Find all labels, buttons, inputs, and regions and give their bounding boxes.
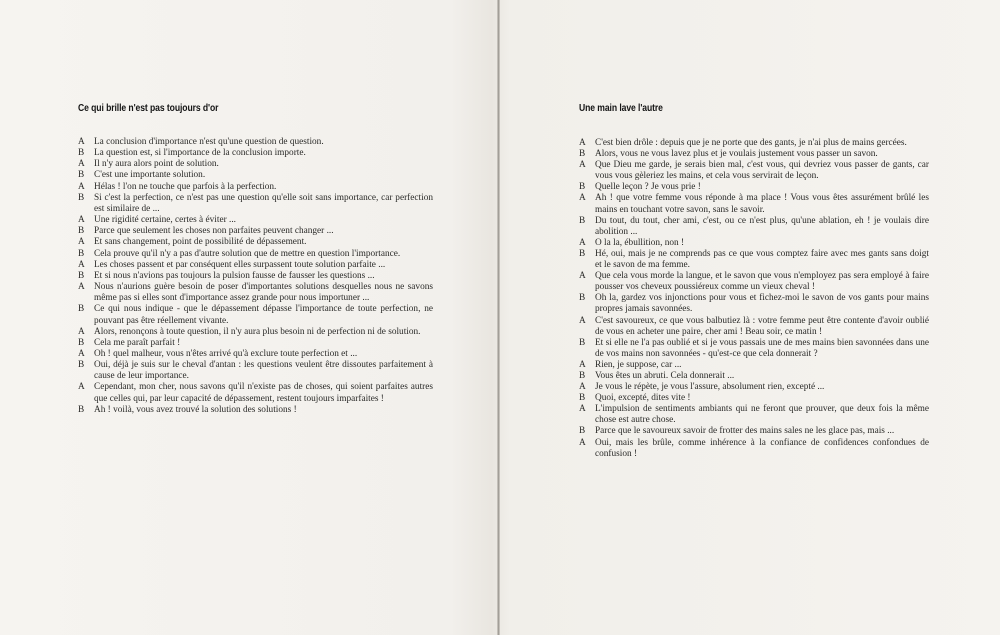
dialogue-text: Ah ! que votre femme vous réponde à ma place ! Vous vous êtes assurément brûlé les mains en touchant votre savon, sans le savoir. [595,193,929,215]
left-page-title: Ce qui brille n'est pas toujours d'or [78,103,219,114]
speaker-label: A [78,282,85,293]
speaker-label: A [78,181,85,192]
dialogue-line [579,316,929,338]
dialogue-line [579,271,929,293]
dialogue-line [78,148,433,159]
dialogue-line [78,170,433,181]
speaker-label: A [78,326,85,337]
dialogue-line [579,160,929,182]
dialogue-line [78,349,433,360]
book-gutter [497,0,500,635]
speaker-label: B [78,192,85,203]
dialogue-text: Je vous le répète, je vous l'assure, absolument rien, excepté ... [595,382,825,393]
dialogue-text: Hélas ! l'on ne touche que parfois à la perfection. [94,181,277,192]
dialogue-text: Les choses passent et par conséquent elles surpassent toute solution parfaite ... [94,259,386,270]
dialogue-line [78,304,433,326]
speaker-label: B [78,404,85,415]
speaker-label: B [579,215,586,226]
speaker-label: A [579,315,586,326]
speaker-label: B [579,182,586,193]
dialogue-line [78,382,433,404]
dialogue-line [78,182,433,193]
dialogue-text: C'est savoureux, ce que vous balbutiez là : votre femme peut être contente d'avoir oublié de vous en acheter une paire, cher ami ! Beau soir, ce matin ! [595,315,929,337]
dialogue-text: Cela prouve qu'il n'y a pas d'autre solution que de mettre en question l'importance. [94,248,401,259]
speaker-label: B [579,393,586,404]
dialogue-text: Parce que le savoureux savoir de frotter des mains sales ne les glace pas, mais ... [595,426,895,437]
speaker-label: A [78,237,85,248]
dialogue-text: Et si elle ne l'a pas oublié et si je vous passais une de mes mains bien savonnées dans une de vos mains non savonnées - qu'est-ce que cela donnerait ? [595,337,929,359]
dialogue-line [579,404,929,426]
speaker-label: B [579,293,586,304]
dialogue-text: Et si nous n'avions pas toujours la pulsion fausse de fausser les questions ... [94,270,375,281]
speaker-label: B [78,248,85,259]
speaker-label: A [579,382,586,393]
dialogue-text: Oui, déjà je suis sur le cheval d'antan : les questions veulent être dissoutes parfaitement à cause de leur importance. [94,360,433,382]
dialogue-text: Oh ! quel malheur, vous n'êtes arrivé qu'à exclure toute perfection et ... [94,348,358,359]
dialogue-line [579,426,929,437]
speaker-label: B [579,248,586,259]
dialogue-line [579,138,929,149]
speaker-label: B [78,270,85,281]
dialogue-text: Cela me paraît parfait ! [94,337,181,348]
speaker-label: A [579,160,586,171]
dialogue-line [579,338,929,360]
dialogue-line [579,438,929,460]
dialogue-line [78,338,433,349]
dialogue-line [579,293,929,315]
dialogue-text: Rien, je suppose, car ... [595,359,682,370]
speaker-label: B [78,304,85,315]
dialogue-text: Oui, mais les brûle, comme inhérence à la confiance de confidences confondues de confusion ! [595,437,929,459]
dialogue-text: Du tout, du tout, cher ami, c'est, ou ce n'est plus, qu'une ablation, eh ! je voulais dire abolition ... [595,215,929,237]
dialogue-text: La conclusion d'importance n'est qu'une question de question. [94,137,324,147]
speaker-label: A [579,359,586,370]
speaker-label: A [579,404,586,415]
dialogue-line [579,193,929,215]
dialogue-line [78,249,433,260]
dialogue-line [78,327,433,338]
dialogue-text: Vous êtes un abruti. Cela donnerait ... [595,370,735,381]
dialogue-line [78,193,433,215]
dialogue-text: Hé, oui, mais je ne comprends pas ce que vous comptez faire avec mes gants sans doigt et le savon de ma femme. [595,248,929,271]
dialogue-line [78,237,433,248]
dialogue-line [78,360,433,382]
speaker-label: A [78,137,85,147]
speaker-label: B [78,337,85,348]
right-page [579,103,929,460]
dialogue-line [579,382,929,393]
dialogue-line [78,282,433,304]
dialogue-text: Alors, vous ne vous lavez plus et je voulais justement vous passer un savon. [595,149,878,160]
dialogue-text: Oh la, gardez vos injonctions pour vous et fichez-moi le savon de vos gants pour mains propres jamais savonnées. [595,293,929,315]
speaker-label: A [78,259,85,270]
speaker-label: B [579,426,586,437]
dialogue-text: Et sans changement, point de possibilité de dépassement. [94,237,307,248]
right-page-title: Une main lave l'autre [579,103,663,114]
speaker-label: B [579,149,586,160]
dialogue-text: Quelle leçon ? Je vous prie ! [595,182,701,193]
dialogue-text: O la la, ébullition, non ! [595,237,685,248]
dialogue-text: Que Dieu me garde, je serais bien mal, c'est vous, qui devriez vous passer de gants, car vous vous gèleriez les mains, et cela vous servirait de leçon. [595,160,929,182]
dialogue-text: L'impulsion de sentiments ambiants qui ne feront que prouver, que deux fois la même chose est autre chose. [595,404,929,426]
speaker-label: B [78,170,85,181]
speaker-label: B [78,360,85,371]
dialogue-line [579,238,929,249]
speaker-label: A [579,138,586,148]
dialogue-line [579,393,929,404]
dialogue-text: Il n'y aura alors point de solution. [94,159,219,170]
dialogue-line [579,149,929,160]
speaker-label: A [78,215,85,226]
speaker-label: A [78,382,85,393]
speaker-label: A [579,193,586,204]
speaker-label: A [78,348,85,359]
left-dialogue [78,137,433,416]
speaker-label: B [579,370,586,381]
dialogue-text: Ah ! voilà, vous avez trouvé la solution des solutions ! [94,404,297,415]
dialogue-text: Une rigidité certaine, certes à éviter ... [94,215,236,226]
dialogue-text: C'est une importante solution. [94,170,206,181]
speaker-label: B [78,148,85,159]
dialogue-text: Si c'est la perfection, ce n'est pas une question qu'elle soit sans importance, car perfection est similaire de ... [94,192,433,214]
speaker-label: A [579,271,586,282]
dialogue-text: Parce que seulement les choses non parfaites peuvent changer ... [94,226,334,237]
dialogue-line [78,159,433,170]
speaker-label: A [579,437,586,448]
speaker-label: B [579,337,586,348]
right-dialogue [579,138,929,460]
dialogue-line [78,226,433,237]
dialogue-line [579,249,929,271]
dialogue-line [78,215,433,226]
speaker-label: A [78,159,85,170]
dialogue-line [78,260,433,271]
dialogue-text: C'est bien drôle : depuis que je ne porte que des gants, je n'ai plus de mains gercées. [595,138,907,148]
dialogue-text: Que cela vous morde la langue, et le savon que vous n'employez pas sera employé à faire pousser vos cheveux poussiéreux comme un vieux cheval ! [595,271,929,293]
dialogue-text: Nous n'aurions guère besoin de poser d'importantes solutions desquelles nous ne savons même pas si elles sont d'importance assez grande pour nous importuner ... [94,282,433,304]
dialogue-line [579,360,929,371]
dialogue-line [78,137,433,148]
dialogue-line [78,405,433,416]
dialogue-text: Alors, renonçons à toute question, il n'y aura plus besoin ni de perfection ni de solution. [94,326,421,337]
dialogue-line [78,271,433,282]
left-page [78,103,433,416]
dialogue-line [579,216,929,238]
speaker-label: A [579,237,586,248]
dialogue-line [579,182,929,193]
dialogue-text: Cependant, mon cher, nous savons qu'il n'existe pas de choses, qui soient parfaites autres que celles qui, par leur capacité de dépassement, restent toujours imparfaites ! [94,382,433,404]
dialogue-line [579,371,929,382]
speaker-label: B [78,226,85,237]
dialogue-text: Ce qui nous indique - que le dépassement dépasse l'importance de toute perfection, ne pouvant pas être réellement vivante. [94,304,433,326]
dialogue-text: La question est, si l'importance de la conclusion importe. [94,148,306,159]
dialogue-text: Quoi, excepté, dites vite ! [595,393,691,404]
